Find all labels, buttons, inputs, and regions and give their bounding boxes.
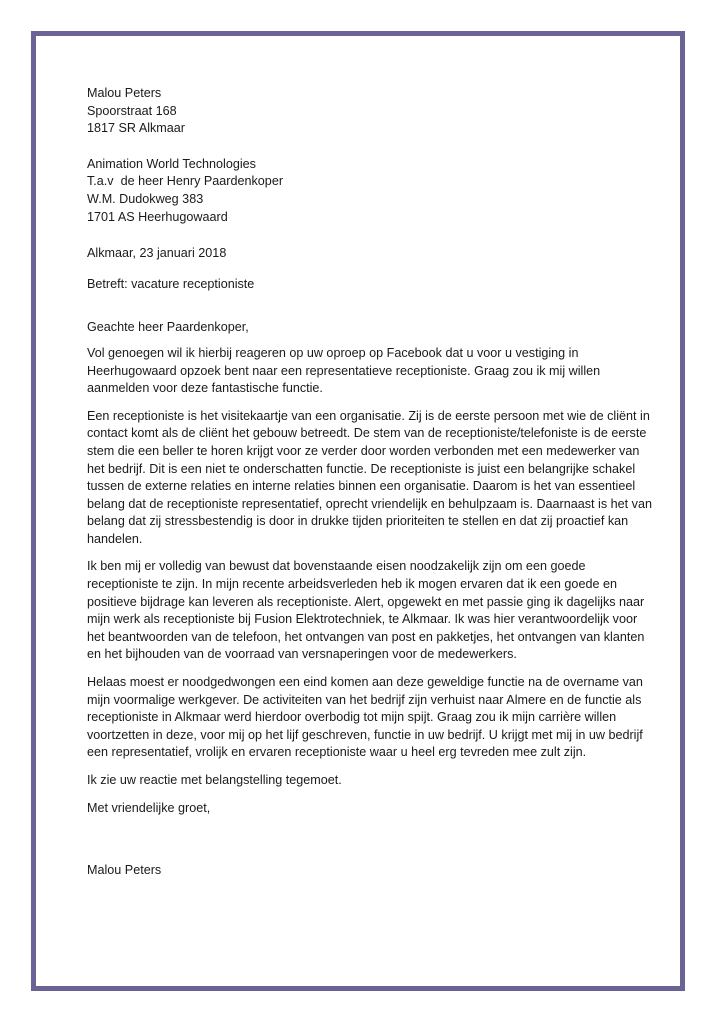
paragraph-role: Een receptioniste is het visitekaartje van een organisatie. Zij is de eerste persoon met wie de cliënt in contact komt als de cliënt het gebouw betreedt. De stem van de receptioniste/telefoniste is de eerste stem die een beller te horen krijgt voor ze verder door worden verbonden met een medewerker van het bedrijf. Dit is een niet te onderschatten functie. De receptioniste is juist een belangrijke schakel tussen de externe relaties en interne relaties binnen een organisatie. Daarom is het van essentieel belang dat de receptioniste representatief, oprecht vriendelijk en behulpzaam is. Daarnaast is het van belang dat zij stressbestendig is door in drukke tijden prioriteiten te stellen en dat zij proactief kan handelen. bbox=[87, 408, 652, 546]
sender-street: Spoorstraat 168 bbox=[87, 103, 177, 118]
date-line: Alkmaar, 23 januari 2018 bbox=[87, 246, 227, 261]
paragraph-motivation: Helaas moest er noodgedwongen een eind komen aan deze geweldige functie na de overname van mijn voormalige werkgever. De activiteiten van het bedrijf zijn verhuist naar Almere en de functie als receptioniste in Alkmaar werd hierdoor overbodig tot mijn spijt. Graag zou ik mijn carrière willen voortzetten in deze, voor mij op het lijf geschreven, functie in uw bedrijf. U krijgt met mij in uw bedrijf een representatief, vrolijk en ervaren receptioniste waar u heel erg tevreden mee zult zijn. bbox=[87, 675, 643, 760]
recipient-street: W.M. Dudokweg 383 bbox=[87, 191, 204, 206]
signature: Malou Peters bbox=[87, 863, 162, 878]
recipient-attention: T.a.v de heer Henry Paardenkoper bbox=[87, 174, 284, 189]
recipient-company: Animation World Technologies bbox=[87, 156, 256, 171]
paragraph-intro: Vol genoegen wil ik hierbij reageren op uw oproep op Facebook dat u voor u vestiging in Heerhugowaard opzoek bent naar een representatieve receptioniste. Graag zou ik mij willen aanmelden voor deze fantastische functie. bbox=[87, 345, 601, 396]
letter-body bbox=[87, 85, 653, 880]
subject-line: Betreft: vacature receptioniste bbox=[87, 276, 255, 291]
sender-address bbox=[87, 85, 653, 138]
paragraph-experience: Ik ben mij er volledig van bewust dat bovenstaande eisen noodzakelijk zijn om een goede receptioniste te zijn. In mijn recente arbeidsverleden heb ik mogen ervaren dat ik een goede en positieve bijdrage kan leveren als receptioniste. Alert, opgewekt en met passie ging ik dagelijks naar mijn werk als receptioniste bij Fusion Elektrotechniek, te Alkmaar. Ik was hier verantwoordelijk voor het beantwoorden van de telefoon, het ontvangen van post en pakketjes, het ontvangen van klanten en het bijhouden van de voorraad van versnaperingen voor de medewerkers. bbox=[87, 559, 645, 662]
recipient-city: 1701 AS Heerhugowaard bbox=[87, 209, 228, 224]
salutation: Geachte heer Paardenkoper, bbox=[87, 320, 249, 335]
closing: Met vriendelijke groet, bbox=[87, 800, 211, 815]
sender-city: 1817 SR Alkmaar bbox=[87, 121, 186, 136]
closing-line: Ik zie uw reactie met belangstelling tegemoet. bbox=[87, 773, 342, 787]
sender-name: Malou Peters bbox=[87, 86, 162, 100]
recipient-address bbox=[87, 156, 653, 226]
